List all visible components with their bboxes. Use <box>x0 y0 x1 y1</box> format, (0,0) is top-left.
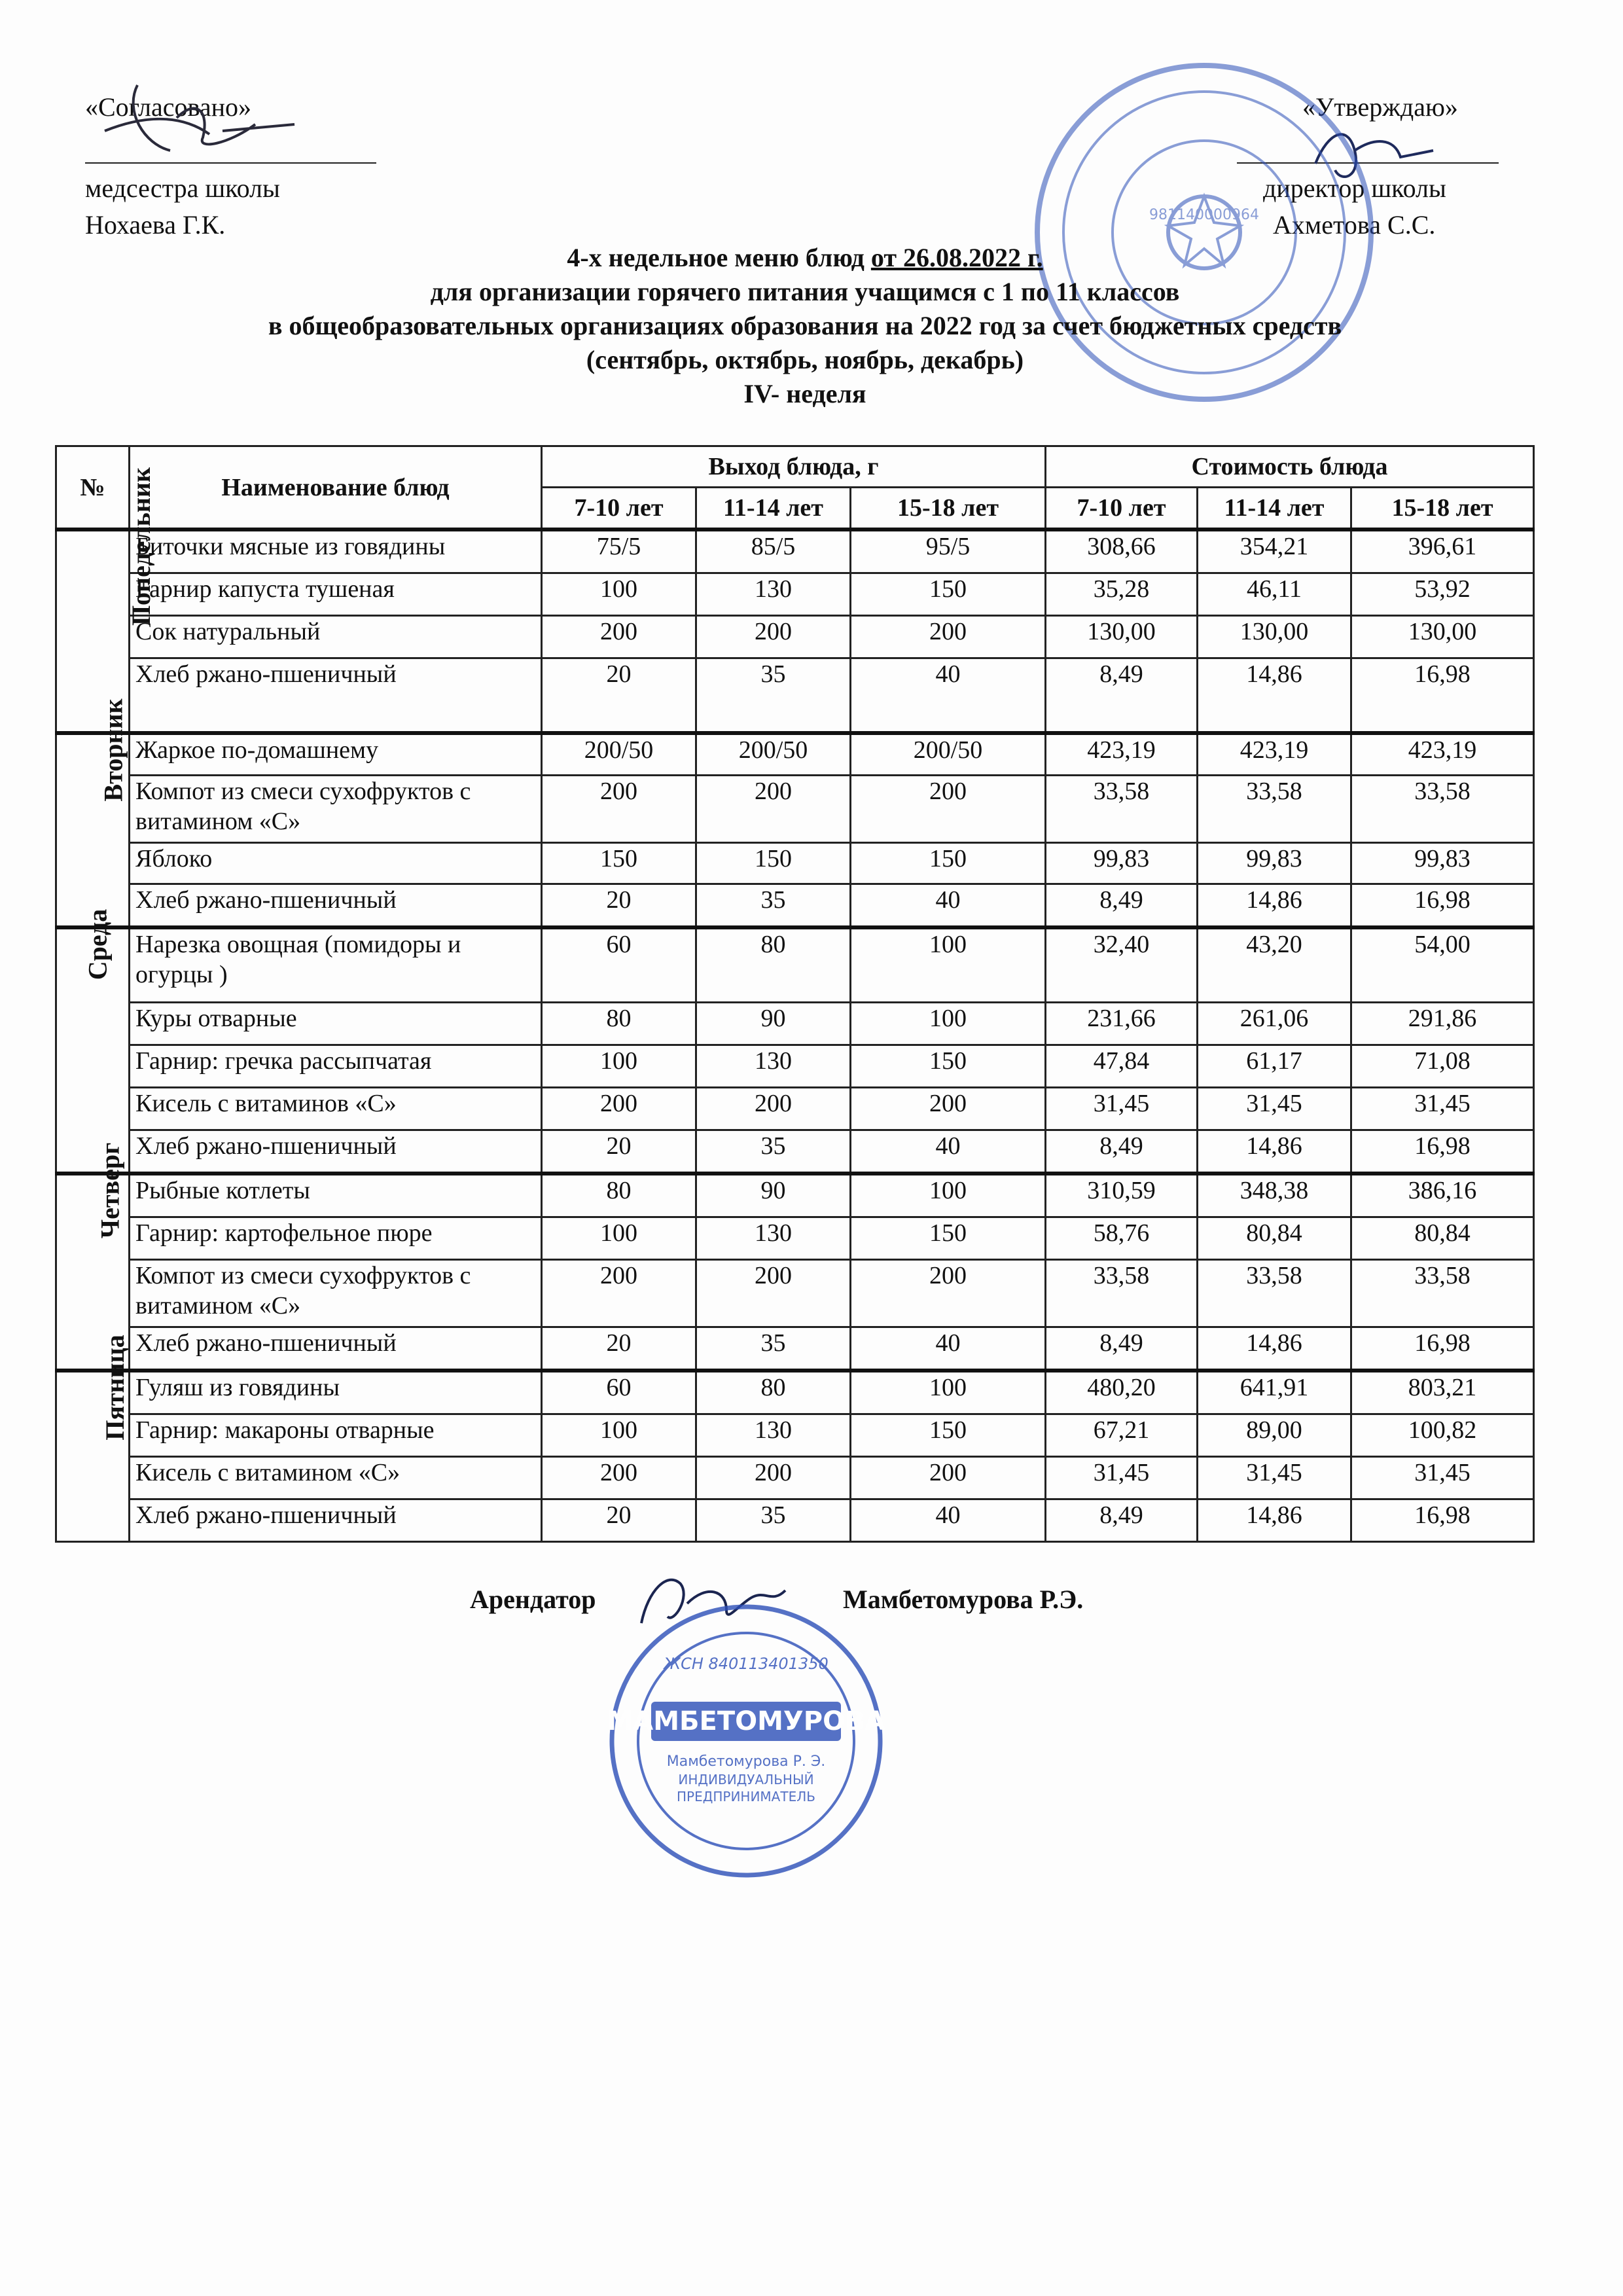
school-stamp-number: 981140000964 <box>1149 207 1259 223</box>
output-cell: 80 <box>696 1371 851 1414</box>
dish-name-cell: Рыбные котлеты <box>130 1174 542 1217</box>
output-cell: 40 <box>851 1499 1046 1542</box>
table-row <box>56 573 1534 616</box>
output-cell: 200 <box>542 776 696 843</box>
table-row <box>56 1371 1534 1414</box>
output-cell: 200 <box>696 1088 851 1130</box>
day-cell <box>56 1335 130 1542</box>
dish-name-cell: Яблоко <box>130 843 542 884</box>
document-title <box>39 241 1571 411</box>
table-row <box>56 529 1534 573</box>
table-row <box>56 884 1534 928</box>
cost-cell: 16,98 <box>1351 884 1534 928</box>
day-cell <box>56 908 130 1174</box>
cost-cell: 35,28 <box>1046 573 1198 616</box>
dish-name-cell: Хлеб ржано-пшеничный <box>130 884 542 928</box>
cost-cell: 33,58 <box>1046 1260 1198 1327</box>
day-name: Понедельник <box>126 467 156 626</box>
tenant-label: Арендатор <box>470 1585 596 1614</box>
ip-stamp-line3: ПРЕДПРИНИМАТЕЛЬ <box>677 1789 815 1804</box>
table-row <box>56 658 1534 734</box>
age-header: 15-18 лет <box>851 488 1046 530</box>
dish-name-cell: Гарнир капуста тушеная <box>130 573 542 616</box>
dish-name-cell: Компот из смеси сухофруктов с витамином «С» <box>130 1260 542 1327</box>
cost-cell: 354,21 <box>1198 529 1351 573</box>
cost-cell: 261,06 <box>1198 1003 1351 1045</box>
nurse-signature <box>98 72 308 164</box>
dish-name-cell: Куры отварные <box>130 1003 542 1045</box>
cost-cell: 99,83 <box>1351 843 1534 884</box>
output-cell: 35 <box>696 884 851 928</box>
cost-cell: 33,58 <box>1351 776 1534 843</box>
table-row <box>56 1457 1534 1499</box>
ip-stamp-id: ЖСН 840113401350 <box>664 1655 829 1673</box>
nurse-name: Нохаева Г.К. <box>85 210 226 240</box>
output-cell: 130 <box>696 1045 851 1088</box>
cost-cell: 54,00 <box>1351 927 1534 1003</box>
output-cell: 90 <box>696 1174 851 1217</box>
output-cell: 200 <box>851 1088 1046 1130</box>
output-cell: 130 <box>696 1414 851 1457</box>
output-cell: 150 <box>851 1045 1046 1088</box>
dish-name-cell: Гарнир: макароны отварные <box>130 1414 542 1457</box>
output-cell: 150 <box>542 843 696 884</box>
cost-cell: 31,45 <box>1046 1088 1198 1130</box>
ip-stamp-name: МАМБЕТОМУРОВА <box>607 1706 885 1736</box>
output-cell: 150 <box>851 1414 1046 1457</box>
output-cell: 130 <box>696 1217 851 1260</box>
cost-cell: 16,98 <box>1351 658 1534 734</box>
dish-name-cell: Гарнир: гречка рассыпчатая <box>130 1045 542 1088</box>
cost-cell: 33,58 <box>1351 1260 1534 1327</box>
dish-name-cell: Хлеб ржано-пшеничный <box>130 658 542 734</box>
cost-cell: 310,59 <box>1046 1174 1198 1217</box>
cost-cell: 130,00 <box>1198 616 1351 658</box>
output-cell: 100 <box>851 1371 1046 1414</box>
cost-cell: 423,19 <box>1351 733 1534 776</box>
cost-cell: 423,19 <box>1046 733 1198 776</box>
cost-cell: 641,91 <box>1198 1371 1351 1414</box>
table-row <box>56 1088 1534 1130</box>
ip-stamp-line2: ИНДИВИДУАЛЬНЫЙ <box>678 1772 814 1787</box>
cost-cell: 8,49 <box>1046 1499 1198 1542</box>
output-cell: 100 <box>542 573 696 616</box>
output-cell: 40 <box>851 658 1046 734</box>
director-name: Ахметова С.С. <box>1273 210 1436 240</box>
column-header-number: № <box>56 446 130 530</box>
approve-label: «Утверждаю» <box>1302 92 1458 122</box>
output-cell: 200 <box>851 776 1046 843</box>
cost-cell: 31,45 <box>1351 1088 1534 1130</box>
cost-cell: 33,58 <box>1046 776 1198 843</box>
cost-cell: 130,00 <box>1351 616 1534 658</box>
cost-cell: 47,84 <box>1046 1045 1198 1088</box>
nurse-position: медсестра школы <box>85 173 280 203</box>
title-line-1: 4-х недельное меню блюд от 26.08.2022 г. <box>567 243 1043 272</box>
column-header-dish-name: Наименование блюд <box>130 446 542 530</box>
cost-cell: 14,86 <box>1198 1327 1351 1371</box>
output-cell: 200 <box>542 1088 696 1130</box>
cost-cell: 803,21 <box>1351 1371 1534 1414</box>
table-row <box>56 616 1534 658</box>
output-cell: 20 <box>542 1130 696 1174</box>
column-header-cost: Стоимость блюда <box>1046 446 1534 488</box>
output-cell: 100 <box>851 927 1046 1003</box>
table-row <box>56 733 1534 776</box>
cost-cell: 31,45 <box>1046 1457 1198 1499</box>
table-row <box>56 1003 1534 1045</box>
table-row <box>56 843 1534 884</box>
cost-cell: 100,82 <box>1351 1414 1534 1457</box>
cost-cell: 8,49 <box>1046 658 1198 734</box>
age-header: 7-10 лет <box>542 488 696 530</box>
cost-cell: 8,49 <box>1046 1327 1198 1371</box>
age-header: 11-14 лет <box>696 488 851 530</box>
output-cell: 40 <box>851 1130 1046 1174</box>
cost-cell: 31,45 <box>1198 1457 1351 1499</box>
dish-name-cell: Жаркое по-домашнему <box>130 733 542 776</box>
output-cell: 80 <box>696 927 851 1003</box>
output-cell: 35 <box>696 1499 851 1542</box>
output-cell: 150 <box>696 843 851 884</box>
output-cell: 60 <box>542 927 696 1003</box>
cost-cell: 43,20 <box>1198 927 1351 1003</box>
dish-name-cell: Хлеб ржано-пшеничный <box>130 1499 542 1542</box>
cost-cell: 61,17 <box>1198 1045 1351 1088</box>
dish-name-cell: Кисель с витаминов «С» <box>130 1088 542 1130</box>
output-cell: 35 <box>696 1327 851 1371</box>
output-cell: 100 <box>851 1003 1046 1045</box>
ip-stamp-line1: Мамбетомурова Р. Э. <box>666 1753 826 1770</box>
output-cell: 60 <box>542 1371 696 1414</box>
cost-cell: 99,83 <box>1198 843 1351 884</box>
cost-cell: 80,84 <box>1198 1217 1351 1260</box>
output-cell: 200 <box>851 1457 1046 1499</box>
output-cell: 80 <box>542 1174 696 1217</box>
output-cell: 150 <box>851 573 1046 616</box>
cost-cell: 33,58 <box>1198 776 1351 843</box>
table-row <box>56 1260 1534 1327</box>
cost-cell: 386,16 <box>1351 1174 1534 1217</box>
output-cell: 20 <box>542 1499 696 1542</box>
age-header: 11-14 лет <box>1198 488 1351 530</box>
cost-cell: 480,20 <box>1046 1371 1198 1414</box>
output-cell: 40 <box>851 884 1046 928</box>
output-cell: 20 <box>542 1327 696 1371</box>
cost-cell: 8,49 <box>1046 1130 1198 1174</box>
day-name: Среда <box>82 908 113 980</box>
output-cell: 200 <box>542 1260 696 1327</box>
title-line-2: для организации горячего питания учащимся с 1 по 11 классов <box>430 277 1180 306</box>
output-cell: 100 <box>542 1217 696 1260</box>
cost-cell: 14,86 <box>1198 1499 1351 1542</box>
cost-cell: 99,83 <box>1046 843 1198 884</box>
day-name: Четверг <box>95 1142 125 1239</box>
cost-cell: 71,08 <box>1351 1045 1534 1088</box>
table-row <box>56 776 1534 843</box>
day-name: Вторник <box>98 698 128 802</box>
cost-cell: 31,45 <box>1351 1457 1534 1499</box>
output-cell: 85/5 <box>696 529 851 573</box>
tenant-name: Мамбетомурова Р.Э. <box>843 1585 1084 1614</box>
cost-cell: 348,38 <box>1198 1174 1351 1217</box>
output-cell: 200 <box>851 616 1046 658</box>
dish-name-cell: Гуляш из говядины <box>130 1371 542 1414</box>
dish-name-cell: Нарезка овощная (помидоры и огурцы ) <box>130 927 542 1003</box>
output-cell: 150 <box>851 843 1046 884</box>
output-cell: 200 <box>696 776 851 843</box>
output-cell: 100 <box>542 1045 696 1088</box>
table-row <box>56 1130 1534 1174</box>
output-cell: 35 <box>696 658 851 734</box>
output-cell: 200/50 <box>696 733 851 776</box>
cost-cell: 130,00 <box>1046 616 1198 658</box>
cost-cell: 16,98 <box>1351 1327 1534 1371</box>
cost-cell: 423,19 <box>1198 733 1351 776</box>
table-row <box>56 927 1534 1003</box>
output-cell: 200/50 <box>542 733 696 776</box>
age-header: 7-10 лет <box>1046 488 1198 530</box>
output-cell: 200 <box>696 1260 851 1327</box>
dish-name-cell: Кисель с витамином «С» <box>130 1457 542 1499</box>
cost-cell: 308,66 <box>1046 529 1198 573</box>
menu-table <box>55 445 1535 1543</box>
title-line-4: (сентябрь, октябрь, ноябрь, декабрь) <box>586 345 1024 374</box>
director-position: директор школы <box>1263 173 1446 203</box>
output-cell: 90 <box>696 1003 851 1045</box>
output-cell: 100 <box>851 1174 1046 1217</box>
dish-name-cell: Сок натуральный <box>130 616 542 658</box>
output-cell: 200 <box>851 1260 1046 1327</box>
output-cell: 130 <box>696 573 851 616</box>
cost-cell: 291,86 <box>1351 1003 1534 1045</box>
output-cell: 35 <box>696 1130 851 1174</box>
day-cell <box>56 698 130 927</box>
cost-cell: 396,61 <box>1351 529 1534 573</box>
cost-cell: 32,40 <box>1046 927 1198 1003</box>
title-line-3: в общеобразовательных организациях образования на 2022 год за счет бюджетных средств <box>268 311 1342 340</box>
table-row <box>56 1174 1534 1217</box>
output-cell: 95/5 <box>851 529 1046 573</box>
cost-cell: 33,58 <box>1198 1260 1351 1327</box>
table-row <box>56 1217 1534 1260</box>
entrepreneur-stamp <box>602 1597 890 1885</box>
output-cell: 200 <box>696 1457 851 1499</box>
dish-name-cell: Хлеб ржано-пшеничный <box>130 1327 542 1371</box>
cost-cell: 31,45 <box>1198 1088 1351 1130</box>
cost-cell: 14,86 <box>1198 1130 1351 1174</box>
title-line-5: IV- неделя <box>743 379 866 408</box>
table-row <box>56 1045 1534 1088</box>
column-header-output: Выход блюда, г <box>542 446 1046 488</box>
cost-cell: 80,84 <box>1351 1217 1534 1260</box>
cost-cell: 231,66 <box>1046 1003 1198 1045</box>
dish-name-cell: Биточки мясные из говядины <box>130 529 542 573</box>
cost-cell: 14,86 <box>1198 884 1351 928</box>
cost-cell: 16,98 <box>1351 1130 1534 1174</box>
cost-cell: 58,76 <box>1046 1217 1198 1260</box>
agreed-label: «Согласовано» <box>85 92 252 122</box>
table-row <box>56 1327 1534 1371</box>
output-cell: 80 <box>542 1003 696 1045</box>
dish-name-cell: Компот из смеси сухофруктов с витамином «С» <box>130 776 542 843</box>
dish-name-cell: Гарнир: картофельное пюре <box>130 1217 542 1260</box>
cost-cell: 89,00 <box>1198 1414 1351 1457</box>
output-cell: 200 <box>696 616 851 658</box>
output-cell: 75/5 <box>542 529 696 573</box>
table-row <box>56 1414 1534 1457</box>
cost-cell: 14,86 <box>1198 658 1351 734</box>
output-cell: 20 <box>542 658 696 734</box>
output-cell: 20 <box>542 884 696 928</box>
cost-cell: 67,21 <box>1046 1414 1198 1457</box>
cost-cell: 53,92 <box>1351 573 1534 616</box>
table-row <box>56 1499 1534 1542</box>
output-cell: 200/50 <box>851 733 1046 776</box>
cost-cell: 8,49 <box>1046 884 1198 928</box>
output-cell: 40 <box>851 1327 1046 1371</box>
output-cell: 200 <box>542 616 696 658</box>
cost-cell: 46,11 <box>1198 573 1351 616</box>
dish-name-cell: Хлеб ржано-пшеничный <box>130 1130 542 1174</box>
day-name: Пятница <box>99 1335 130 1441</box>
output-cell: 100 <box>542 1414 696 1457</box>
output-cell: 150 <box>851 1217 1046 1260</box>
age-header: 15-18 лет <box>1351 488 1534 530</box>
cost-cell: 16,98 <box>1351 1499 1534 1542</box>
output-cell: 200 <box>542 1457 696 1499</box>
